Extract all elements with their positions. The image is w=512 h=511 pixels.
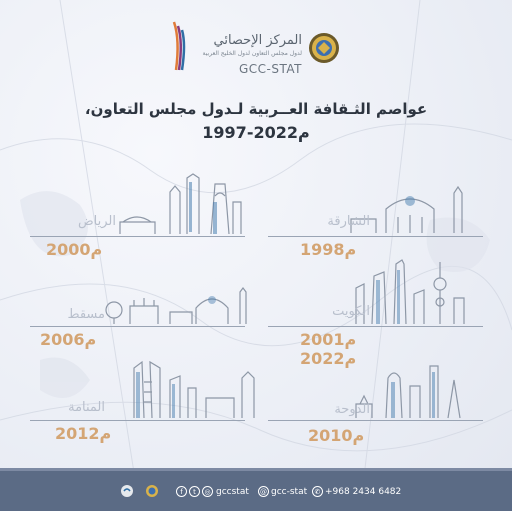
city-name-kuwait: الكويت	[332, 304, 370, 319]
kuwait-ground-line	[268, 326, 483, 327]
gcc-emblem-icon	[308, 32, 340, 64]
brand-subtitle-arabic: لدول مجلس التعاون لدول الخليج العربية	[202, 50, 302, 57]
twitter-icon[interactable]: t	[189, 486, 200, 497]
muscat-ground-line	[30, 326, 245, 327]
facebook-icon[interactable]: f	[176, 486, 187, 497]
email-icon[interactable]: @	[260, 488, 267, 496]
brand-name-arabic: المركز الإحصائي	[213, 33, 302, 48]
gcc-emblem-small-icon	[145, 484, 159, 498]
city-year-doha: 2010م	[308, 426, 365, 445]
manama-skyline-illustration	[130, 358, 260, 420]
city-year-manama: 2012م	[55, 424, 112, 443]
city-year-kuwait-1: 2001م	[300, 330, 357, 349]
city-name-muscat: مسقط	[67, 307, 105, 322]
sharjah-ground-line	[268, 236, 483, 237]
city-name-doha: الدوحة	[334, 402, 370, 417]
riyadh-ground-line	[30, 236, 245, 237]
gcc-stat-small-logo-icon	[120, 484, 134, 498]
footer-bar	[0, 471, 512, 511]
whatsapp-icon[interactable]: ✆	[312, 486, 323, 497]
city-year-muscat: 2006م	[40, 330, 97, 349]
doha-ground-line	[268, 420, 483, 421]
page-title: عواصم الثـقافة العــربية لـدول مجلس التعاون،	[84, 100, 428, 118]
social-handle-gcc-stat[interactable]: gcc-stat	[271, 487, 308, 497]
city-name-manama: المنامة	[68, 400, 105, 415]
manama-ground-line	[30, 420, 245, 421]
page-title-years: 1997-2022م	[202, 123, 310, 142]
social-handle-gccstat[interactable]: gccstat	[216, 487, 249, 497]
city-name-riyadh: الرياض	[77, 214, 116, 229]
riyadh-skyline-illustration	[115, 172, 245, 236]
instagram-icon[interactable]: ◎	[202, 486, 213, 497]
city-year-riyadh: 2000م	[46, 240, 103, 259]
brand-name-english: GCC-STAT	[238, 62, 302, 76]
gcc-stat-logo-icon	[170, 20, 188, 72]
phone-number[interactable]: +968 2434 6482	[325, 487, 402, 497]
city-year-sharjah: 1998م	[300, 240, 357, 259]
city-name-sharjah: الشارقة	[327, 214, 370, 229]
muscat-skyline-illustration	[100, 286, 250, 326]
city-year-kuwait-2: 2022م	[300, 349, 357, 368]
